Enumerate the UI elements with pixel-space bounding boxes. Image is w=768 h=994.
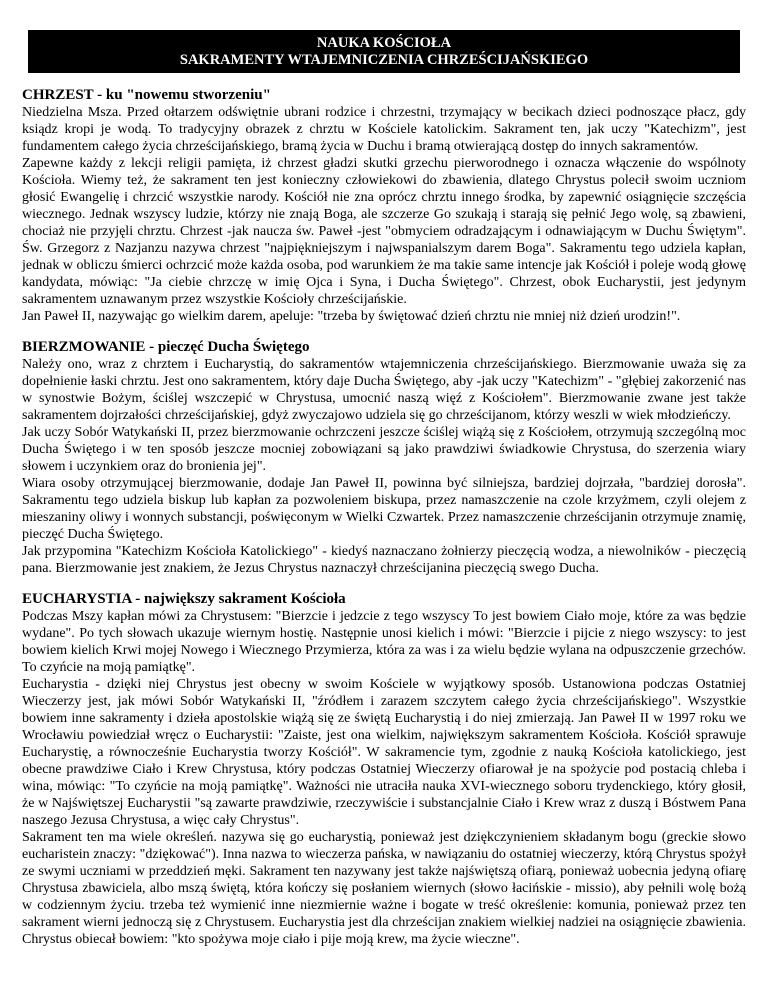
paragraph: Jan Paweł II, nazywając go wielkim darem, apeluje: "trzeba by świętować dzień chrztu nie mniej niż dzień urodzin!". <box>22 309 681 324</box>
section-chrzest <box>22 87 746 325</box>
title-line-2: SAKRAMENTY WTAJEMNICZENIA CHRZEŚCIJAŃSKIEGO <box>179 52 589 68</box>
paragraph: Jak przypomina "Katechizm Kościoła Katolickiego" - kiedyś naznaczano żołnierzy pieczęcią wodza, a niewolników - pieczęcią pana. Bierzmowanie jest znakiem, że Jezus Chrystus naznaczył chrześcijanina pieczęcią swego Ducha. <box>22 544 746 576</box>
paragraph: Należy ono, wraz z chrztem i Eucharystią, do sakramentów wtajemniczenia chrześcijańskiego. Bierzmowanie uważa się za dopełnienie łaski chrztu. Jest ono sakramentem, który daje Ducha Świętego, aby -jak uczy "Katechizm" - "głębiej zakorzenić nas w synostwie Bożym, ściślej wszczepić w Chrystusa, umocnić naszą więź z Kościołem". Bierzmowanie zwane jest także sakramentem dojrzałości chrześcijańskiej, gdyż zwyczajowo udziela się go chrześcijanom, którzy weszli w wiek młodzieńczy. <box>22 357 746 423</box>
paragraph: Jak uczy Sobór Watykański II, przez bierzmowanie ochrzczeni jeszcze ściślej wiążą się z Kościołem, otrzymują szczególną moc Ducha Świętego i w ten sposób jeszcze mocniej zobowiązani są jako prawdziwi świadkowie Chrystusa, do szerzenia wiary słowem i uczynkiem oraz do bronienia jej". <box>22 425 746 474</box>
section-heading: EUCHARYSTIA - największy sakrament Kościoła <box>22 591 346 607</box>
paragraph: Podczas Mszy kapłan mówi za Chrystusem: "Bierzcie i jedzcie z tego wszyscy To jest bowiem Ciało moje, które za was będzie wydane". Po tych słowach ukazuje wiernym hostię. Następnie unosi kielich i mówi: "Bierzcie i pijcie z niego wszyscy: to jest bowiem kielich Krwi mojej Nowego i Wiecznego Przymierza, która za was i za wielu będzie wylana na odpuszczenie grzechów. To czyńcie na moją pamiątkę". <box>22 609 746 675</box>
paragraph: Eucharystia - dzięki niej Chrystus jest obecny w swoim Kościele w wyjątkowy sposób. Ustanowiona podczas Ostatniej Wieczerzy jest, jak mówi Sobór Watykański II, "źródłem i zarazem szczytem całego życia chrześcijańskiego". Wszystkie bowiem inne sakramenty i dzieła apostolskie wiążą się ze świętą Eucharystią i do niej zmierzają. Jan Paweł II w 1997 roku we Wrocławiu powiedział wręcz o Eucharystii: "Zaiste, jest ona wielkim, największym sakramentem Kościoła. Kościół sprawuje Eucharystię, a równocześnie Eucharystia tworzy Kościół". W sakramencie tym, zgodnie z nauką Kościoła katolickiego, jest obecne prawdziwe Ciało i Krew Chrystusa, który podczas Ostatniej Wieczerzy ofiarował je na spożycie pod postacią chleba i wina, mówiąc: "To czyńcie na moją pamiątkę". Ważności nie utraciła nauka XVI-wiecznego soboru trydenckiego, który głosił, że w Najświętszej Eucharystii "są zawarte prawdziwie, rzeczywiście i substancjalnie Ciało i Krew wraz z duszą i Bóstwem Pana naszego Jezusa Chrystusa, a więc cały Chrystus". <box>22 677 746 828</box>
section-heading: CHRZEST - ku "nowemu stworzeniu" <box>22 87 271 103</box>
paragraph: Sakrament ten ma wiele określeń. nazywa się go eucharystią, ponieważ jest dziękczynieniem składanym bogu (greckie słowo eucharistein znaczy: "dziękować"). Inna nazwa to wieczerza pańska, w nawiązaniu do ostatniej wieczerzy, którą Chrystus spożył ze swymi uczniami w przeddzień męki. Sakrament ten nazywany jest także najświętszą ofiarą, ponieważ uobecnia jedyną ofiarę Chrystusa zbawiciela, albo mszą świętą, która kończy się posłaniem wiernych (słowo łacińskie - missio), aby pełnili wolę bożą w codziennym życiu. trzeba też wymienić inne niezmiernie ważne i bogate w treść określenie: komunia, ponieważ przez ten sakrament wierni jednoczą się z Chrystusem. Eucharystia jest dla chrześcijan znakiem wielkiej nadziei na osiągnięcie zbawienia. Chrystus obiecał bowiem: "kto spożywa moje ciało i pije moją krew, ma życie wieczne". <box>22 830 746 947</box>
section-bierzmowanie <box>22 339 746 577</box>
section-eucharystia <box>22 591 746 948</box>
section-heading: BIERZMOWANIE - pieczęć Ducha Świętego <box>22 339 310 355</box>
paragraph: Niedzielna Msza. Przed ołtarzem odświętnie ubrani rodzice i chrzestni, trzymający w becikach dzieci podnoszące płacz, gdy ksiądz kropi je wodą. To tradycyjny obrazek z chrztu w Kościele katolickim. Sakrament ten, jak uczy "Katechizm", jest fundamentem całego życia chrześcijańskiego, bramą życia w Duchu i bramą otwierającą dostęp do innych sakramentów. <box>22 105 746 154</box>
paragraph: Wiara osoby otrzymującej bierzmowanie, dodaje Jan Paweł II, powinna być silniejsza, bardziej dojrzała, "bardziej dorosła". Sakramentu tego udziela biskup lub kapłan za pozwoleniem biskupa, przez namaszczenie na czole krzyżmem, czyli olejem z mieszaniny oliwy i wonnych substancji, poświęconym w Wielki Czwartek. Przez namaszczenie chrześcijanin otrzymuje znamię, pieczęć Ducha Świętego. <box>22 476 746 542</box>
paragraph: Zapewne każdy z lekcji religii pamięta, iż chrzest gładzi skutki grzechu pierworodnego i oznacza włączenie do wspólnoty Kościoła. Wiemy też, że sakrament ten jest konieczny człowiekowi do zbawienia, dlatego Chrystus polecił swoim uczniom głosić Ewangelię i chrzcić wszystkie narody. Kościół nie zna oprócz chrztu innego środka, by zapewnić osiągnięcie szczęścia wiecznego. Jednak wszyscy ludzie, którzy nie znają Boga, ale szczerze Go szukają i starają się pełnić Jego wolę, są zbawieni, chociaż nie przyjęli chrztu. Chrzest -jak naucza św. Paweł -jest "obmyciem odradzającym i odnawiającym w Duchu Świętym". Św. Grzegorz z Nazjanzu nazywa chrzest "najpiękniejszym i najwspanialszym darem Boga". Sakramentu tego udziela kapłan, jednak w obliczu śmierci ochrzcić może każda osoba, pod warunkiem że ma takie same intencje jak Kościół i poleje wodą głowę kandydata, mówiąc: "Ja ciebie chrzczę w imię Ojca i Syna, i Ducha Świętego". Chrzest, obok Eucharystii, jest jedynym sakramentem uznawanym przez wszystkie Kościoły chrześcijańskie. <box>22 156 746 307</box>
title-line-1: NAUKA KOŚCIOŁA <box>316 35 452 51</box>
title-banner <box>28 30 740 73</box>
